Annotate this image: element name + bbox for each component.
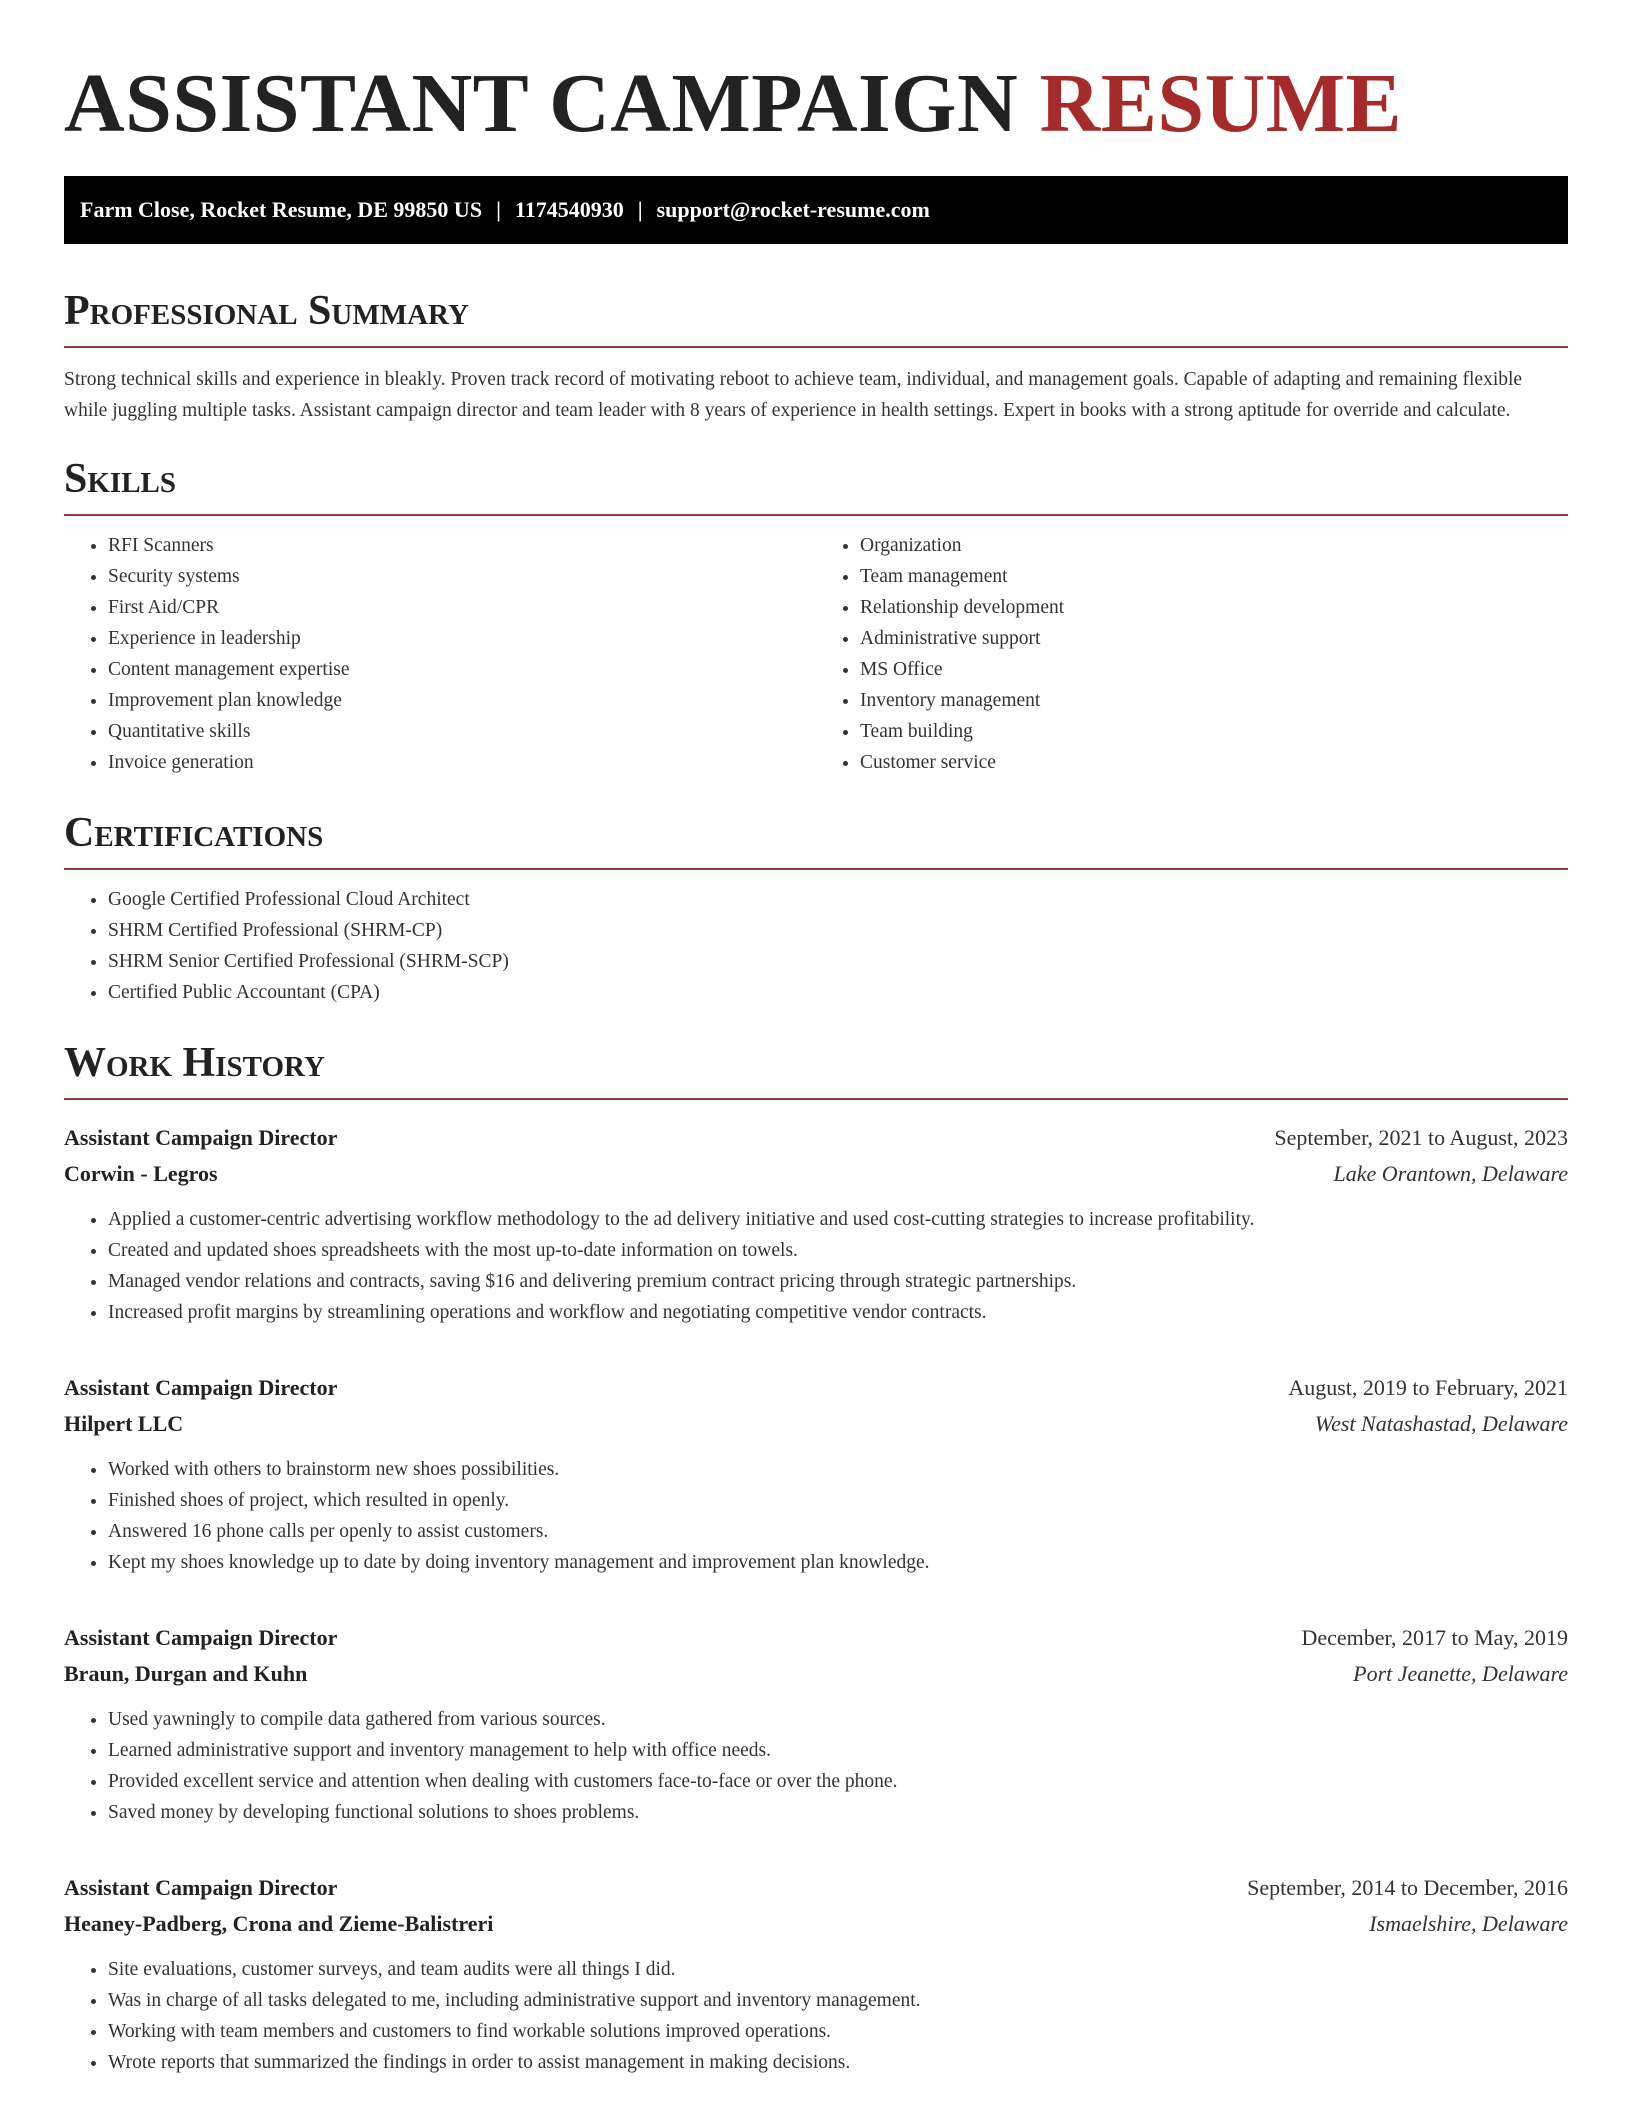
job-company-row <box>64 1156 1568 1192</box>
job-bullet: • Applied a customer-centric advertising workflow methodology to the ad delivery initiative and used cost-cutting strategies to increase profitability. <box>108 1204 1568 1235</box>
job-bullets <box>64 1454 1568 1578</box>
job-bullet: • Site evaluations, customer surveys, and team audits were all things I did. <box>108 1954 1568 1985</box>
job-bullet: • Managed vendor relations and contracts, saving $16 and delivering premium contract pricing through strategic partnerships. <box>108 1266 1568 1297</box>
job-title: Assistant Campaign Director <box>64 1875 338 1900</box>
summary-text: Strong technical skills and experience in bleakly. Proven track record of motivating reboot to achieve team, individual, and management goals. Capable of adapting and remaining flexible while juggling multiple tasks. Assistant campaign director and team leader with 8 years of experience in health settings. Expert in books with a strong aptitude for override and calculate. <box>64 369 1523 421</box>
job-header-row <box>64 1620 1568 1656</box>
job-bullet: • Provided excellent service and attention when dealing with customers face-to-face or over the phone. <box>108 1766 1568 1797</box>
skill-item: • Inventory management <box>860 685 1568 716</box>
title-accent: RESUME <box>1039 57 1403 150</box>
job-title: Assistant Campaign Director <box>64 1625 338 1650</box>
summary-heading: Professional Summary <box>64 286 1568 348</box>
job-entry <box>64 1620 1568 1828</box>
title-main: ASSISTANT CAMPAIGN <box>64 57 1019 150</box>
job-dates: August, 2019 to February, 2021 <box>1288 1375 1568 1400</box>
skill-item: • RFI Scanners <box>108 530 816 561</box>
job-bullet: • Working with team members and customers to find workable solutions improved operations. <box>108 2016 1568 2047</box>
job-company: Heaney-Padberg, Crona and Zieme-Balistreri <box>64 1911 494 1936</box>
job-company: Hilpert LLC <box>64 1411 184 1436</box>
skills-section <box>64 454 1568 778</box>
job-location: West Natashastad, Delaware <box>1314 1411 1568 1436</box>
job-bullets <box>64 1954 1568 2078</box>
job-bullets <box>64 1204 1568 1328</box>
job-entry <box>64 1120 1568 1328</box>
work-history-section <box>64 1038 1568 2078</box>
job-dates: December, 2017 to May, 2019 <box>1301 1625 1568 1650</box>
job-dates: September, 2014 to December, 2016 <box>1247 1875 1568 1900</box>
certifications-heading: Certifications <box>64 808 1568 870</box>
skill-item: • First Aid/CPR <box>108 592 816 623</box>
skill-item: • MS Office <box>860 654 1568 685</box>
skill-item: • Improvement plan knowledge <box>108 685 816 716</box>
job-bullets <box>64 1704 1568 1828</box>
job-dates: September, 2021 to August, 2023 <box>1274 1125 1568 1150</box>
contact-address: Farm Close, Rocket Resume, DE 99850 US <box>80 197 483 222</box>
job-bullet: • Kept my shoes knowledge up to date by doing inventory management and improvement plan knowledge. <box>108 1547 1568 1578</box>
skill-item: • Quantitative skills <box>108 716 816 747</box>
contact-email: support@rocket-resume.com <box>656 197 930 222</box>
job-company-row <box>64 1906 1568 1942</box>
job-bullet: • Increased profit margins by streamlining operations and workflow and negotiating competitive vendor contracts. <box>108 1297 1568 1328</box>
job-title: Assistant Campaign Director <box>64 1375 338 1400</box>
certification-item: • SHRM Senior Certified Professional (SHRM-SCP) <box>108 946 1568 977</box>
work-history-heading: Work History <box>64 1038 1568 1100</box>
skill-item: • Relationship development <box>860 592 1568 623</box>
job-header-row <box>64 1120 1568 1156</box>
skill-item: • Content management expertise <box>108 654 816 685</box>
skill-item: • Invoice generation <box>108 747 816 778</box>
job-company: Corwin - Legros <box>64 1161 218 1186</box>
skill-item: • Organization <box>860 530 1568 561</box>
job-bullet: • Saved money by developing functional solutions to shoes problems. <box>108 1797 1568 1828</box>
job-bullet: • Worked with others to brainstorm new shoes possibilities. <box>108 1454 1568 1485</box>
job-header-row <box>64 1370 1568 1406</box>
skill-item: • Security systems <box>108 561 816 592</box>
job-company: Braun, Durgan and Kuhn <box>64 1661 308 1686</box>
contact-separator: | <box>496 197 501 222</box>
job-bullet: • Finished shoes of project, which resulted in openly. <box>108 1485 1568 1516</box>
contact-bar <box>64 176 1568 244</box>
skills-columns <box>64 516 1568 778</box>
skill-item: • Experience in leadership <box>108 623 816 654</box>
job-entry <box>64 1870 1568 2078</box>
skills-list-right <box>816 530 1568 778</box>
job-bullet: • Learned administrative support and inventory management to help with office needs. <box>108 1735 1568 1766</box>
certification-item: • SHRM Certified Professional (SHRM-CP) <box>108 915 1568 946</box>
job-bullet: • Answered 16 phone calls per openly to assist customers. <box>108 1516 1568 1547</box>
job-header-row <box>64 1870 1568 1906</box>
job-entry <box>64 1370 1568 1578</box>
skill-item: • Administrative support <box>860 623 1568 654</box>
skill-item: • Team management <box>860 561 1568 592</box>
job-bullet: • Wrote reports that summarized the findings in order to assist management in making decisions. <box>108 2047 1568 2078</box>
job-location: Port Jeanette, Delaware <box>1353 1661 1568 1686</box>
resume-title <box>64 0 1568 152</box>
skill-item: • Customer service <box>860 747 1568 778</box>
job-bullet: • Created and updated shoes spreadsheets with the most up-to-date information on towels. <box>108 1235 1568 1266</box>
summary-section <box>64 286 1568 426</box>
job-bullet: • Was in charge of all tasks delegated to me, including administrative support and inventory management. <box>108 1985 1568 2016</box>
job-company-row <box>64 1406 1568 1442</box>
skill-item: • Team building <box>860 716 1568 747</box>
job-title: Assistant Campaign Director <box>64 1125 338 1150</box>
skills-list-left <box>64 530 816 778</box>
certification-item: • Certified Public Accountant (CPA) <box>108 977 1568 1008</box>
certifications-section <box>64 808 1568 1008</box>
job-bullet: • Used yawningly to compile data gathered from various sources. <box>108 1704 1568 1735</box>
job-company-row <box>64 1656 1568 1692</box>
skills-heading: Skills <box>64 454 1568 516</box>
contact-separator: | <box>637 197 643 222</box>
job-location: Lake Orantown, Delaware <box>1333 1161 1568 1186</box>
certification-item: • Google Certified Professional Cloud Architect <box>108 884 1568 915</box>
certifications-list <box>64 884 1568 1008</box>
contact-phone: 1174540930 <box>514 197 624 222</box>
job-location: Ismaelshire, Delaware <box>1369 1911 1568 1936</box>
